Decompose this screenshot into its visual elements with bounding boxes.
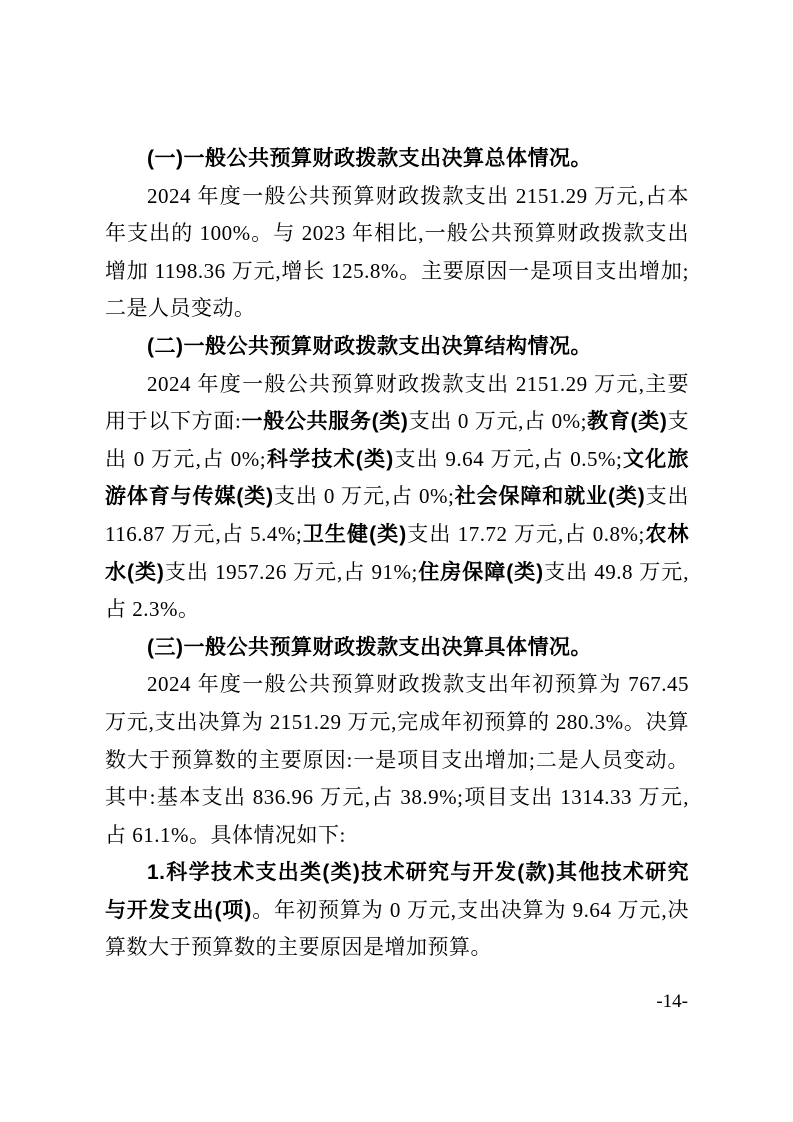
text-segment: 支出 116.87 万元,占 5.4%;	[105, 484, 689, 546]
bold-text-segment: 卫生健(类)	[302, 522, 407, 546]
text-segment: 2024 年度一般公共预算财政拨款支出 2151.29 万元,主要用于以下方面:	[105, 371, 689, 434]
bold-text-segment: 一般公共服务(类)	[241, 410, 409, 434]
text-segment: 支出 17.72 万元,占 0.8%;	[406, 521, 645, 546]
bold-text-segment: 教育(类)	[586, 410, 668, 434]
text-segment: 支出 0 万元,占 0%;	[105, 409, 689, 471]
text-segment: 支出 0 万元,占 0%;	[408, 409, 587, 434]
section-3-body	[105, 666, 689, 854]
section-1-body	[105, 178, 689, 328]
section-2-heading	[105, 328, 689, 366]
item-1-body	[105, 854, 689, 967]
text-segment: 支出 1957.26 万元,占 91%;	[164, 559, 418, 584]
section-3-heading	[105, 629, 689, 667]
bold-text-segment: (一)一般公共预算财政拨款支出决算总体情况。	[147, 147, 592, 170]
page-number: -14-	[656, 991, 688, 1012]
bold-text-segment: 1.科学技术支出类(类)技术研究与开发(款)其他技术研究与开发支出(项)	[105, 861, 689, 922]
text-segment: 支出 49.8 万元,占 2.3%。	[105, 559, 689, 622]
text-segment: 2024 年度一般公共预算财政拨款支出 2151.29 万元,占本年支出的 100%。与 2023 年相比,一般公共预算财政拨款支出增加 1198.36 万元,增长 125.8%。主要原因一是项目支出增加;二是人员变动。	[105, 183, 689, 321]
bold-text-segment: 社会保障和就业(类)	[454, 485, 646, 509]
section-1-heading	[105, 140, 689, 178]
text-segment: 2024 年度一般公共预算财政拨款支出年初预算为 767.45 万元,支出决算为 2151.29 万元,完成年初预算的 280.3%。决算数大于预算数的主要原因:一是项目支出增加;二是人员变动。其中:基本支出 836.96 万元,占 38.9%;项目支出 1314.33 万元,占 61.1%。具体情况如下:	[105, 672, 689, 847]
text-segment: 支出 9.64 万元,占 0.5%;	[393, 446, 623, 471]
bold-text-segment: 农林水(类)	[105, 522, 689, 584]
bold-text-segment: 科学技术(类)	[266, 447, 394, 471]
bold-text-segment: (二)一般公共预算财政拨款支出决算结构情况。	[147, 334, 592, 358]
text-segment: 支出 0 万元,占 0%;	[273, 484, 455, 509]
bold-text-segment: 文化旅游体育与传媒(类)	[105, 447, 689, 509]
bold-text-segment: 住房保障(类)	[417, 560, 544, 584]
section-2-body	[105, 366, 689, 629]
document-content	[105, 140, 689, 967]
bold-text-segment: (三)一般公共预算财政拨款支出决算具体情况。	[147, 635, 592, 659]
text-segment: 。年初预算为 0 万元,支出决算为 9.64 万元,决算数大于预算数的主要原因是增加预算。	[105, 897, 689, 960]
